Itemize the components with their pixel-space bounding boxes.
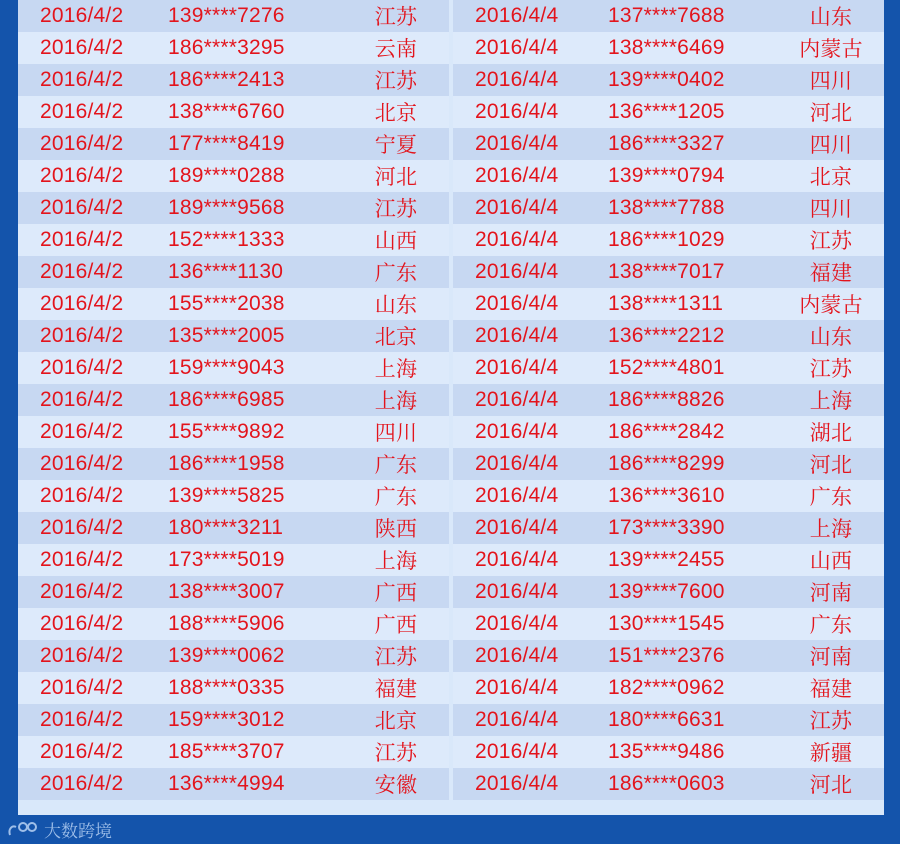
- record-date: 2016/4/4: [475, 708, 559, 731]
- record-phone: 136****1205: [608, 100, 725, 123]
- record-date: 2016/4/4: [475, 260, 559, 283]
- record-phone: 186****3327: [608, 132, 725, 155]
- record-date: 2016/4/2: [40, 164, 124, 187]
- record-date: 2016/4/4: [475, 772, 559, 795]
- record-phone: 186****0603: [608, 772, 725, 795]
- records-column-left: [18, 0, 449, 815]
- table-row: [18, 672, 449, 704]
- record-phone: 177****8419: [168, 132, 285, 155]
- table-row: [453, 544, 884, 576]
- record-date: 2016/4/4: [475, 740, 559, 763]
- record-date: 2016/4/2: [40, 36, 124, 59]
- record-date: 2016/4/4: [475, 324, 559, 347]
- record-province: 江苏: [374, 646, 418, 669]
- record-phone: 155****9892: [168, 420, 285, 443]
- record-province: 内蒙古: [799, 38, 863, 61]
- record-phone: 137****7688: [608, 4, 725, 27]
- record-date: 2016/4/2: [40, 324, 124, 347]
- record-province: 山东: [809, 326, 853, 349]
- record-province: 安徽: [374, 774, 418, 797]
- record-province: 福建: [809, 678, 853, 701]
- record-province: 北京: [374, 102, 418, 125]
- record-date: 2016/4/4: [475, 548, 559, 571]
- record-phone: 189****9568: [168, 196, 285, 219]
- record-phone: 151****2376: [608, 644, 725, 667]
- table-row: [453, 608, 884, 640]
- record-date: 2016/4/2: [40, 420, 124, 443]
- record-province: 山西: [809, 550, 853, 573]
- record-phone: 180****3211: [168, 516, 284, 539]
- record-province: 河北: [809, 102, 853, 125]
- record-date: 2016/4/2: [40, 228, 124, 251]
- record-phone: 138****3007: [168, 580, 285, 603]
- record-date: 2016/4/2: [40, 740, 124, 763]
- record-phone: 139****7276: [168, 4, 285, 27]
- record-date: 2016/4/2: [40, 516, 124, 539]
- record-phone: 136****1130: [168, 260, 284, 283]
- record-province: 内蒙古: [799, 294, 863, 317]
- record-phone: 135****2005: [168, 324, 285, 347]
- record-phone: 186****1958: [168, 452, 285, 475]
- table-row: [453, 128, 884, 160]
- table-row: [453, 640, 884, 672]
- record-date: 2016/4/4: [475, 36, 559, 59]
- table-row: [453, 32, 884, 64]
- record-date: 2016/4/2: [40, 100, 124, 123]
- table-row: [453, 0, 884, 32]
- table-row: [18, 416, 449, 448]
- record-phone: 155****2038: [168, 292, 285, 315]
- record-province: 四川: [809, 70, 853, 93]
- record-province: 四川: [374, 422, 418, 445]
- record-province: 广西: [374, 582, 418, 605]
- record-date: 2016/4/2: [40, 452, 124, 475]
- record-province: 湖北: [809, 422, 853, 445]
- record-date: 2016/4/4: [475, 452, 559, 475]
- record-province: 广东: [809, 486, 853, 509]
- record-date: 2016/4/4: [475, 516, 559, 539]
- table-row: [18, 32, 449, 64]
- table-row: [18, 320, 449, 352]
- record-date: 2016/4/2: [40, 356, 124, 379]
- record-phone: 173****5019: [168, 548, 285, 571]
- table-row: [453, 512, 884, 544]
- table-row: [453, 480, 884, 512]
- record-province: 北京: [809, 166, 853, 189]
- record-province: 四川: [809, 134, 853, 157]
- table-row: [18, 64, 449, 96]
- table-row: [18, 480, 449, 512]
- table-row: [453, 96, 884, 128]
- record-date: 2016/4/4: [475, 68, 559, 91]
- record-date: 2016/4/4: [475, 164, 559, 187]
- record-province: 北京: [374, 326, 418, 349]
- record-province: 福建: [374, 678, 418, 701]
- record-province: 江苏: [374, 198, 418, 221]
- record-date: 2016/4/4: [475, 356, 559, 379]
- record-province: 广西: [374, 614, 418, 637]
- record-province: 上海: [809, 390, 853, 413]
- table-row: [18, 128, 449, 160]
- table-row: [18, 224, 449, 256]
- record-date: 2016/4/4: [475, 196, 559, 219]
- record-phone: 138****7017: [608, 260, 725, 283]
- table-row: [453, 704, 884, 736]
- table-row: [18, 448, 449, 480]
- record-province: 陕西: [374, 518, 418, 541]
- record-province: 河南: [809, 646, 853, 669]
- record-phone: 186****6985: [168, 388, 285, 411]
- record-date: 2016/4/2: [40, 68, 124, 91]
- table-row: [18, 96, 449, 128]
- record-province: 北京: [374, 710, 418, 733]
- record-province: 河北: [809, 454, 853, 477]
- record-date: 2016/4/4: [475, 420, 559, 443]
- table-row: [18, 352, 449, 384]
- record-phone: 135****9486: [608, 740, 725, 763]
- record-province: 江苏: [374, 6, 418, 29]
- table-row: [18, 576, 449, 608]
- record-phone: 136****2212: [608, 324, 725, 347]
- record-date: 2016/4/2: [40, 260, 124, 283]
- record-phone: 139****0794: [608, 164, 725, 187]
- record-date: 2016/4/4: [475, 4, 559, 27]
- record-phone: 186****3295: [168, 36, 285, 59]
- record-date: 2016/4/4: [475, 612, 559, 635]
- record-date: 2016/4/4: [475, 228, 559, 251]
- record-phone: 139****2455: [608, 548, 725, 571]
- record-phone: 139****7600: [608, 580, 725, 603]
- table-row: [453, 288, 884, 320]
- record-date: 2016/4/2: [40, 4, 124, 27]
- record-date: 2016/4/2: [40, 132, 124, 155]
- record-province: 宁夏: [374, 134, 418, 157]
- record-phone: 138****1311: [608, 292, 724, 315]
- record-phone: 173****3390: [608, 516, 725, 539]
- record-province: 四川: [809, 198, 853, 221]
- brand-logo-icon: [6, 819, 40, 841]
- record-phone: 182****0962: [608, 676, 725, 699]
- record-date: 2016/4/4: [475, 644, 559, 667]
- record-phone: 138****6760: [168, 100, 285, 123]
- records-table: [18, 0, 884, 815]
- table-row: [18, 512, 449, 544]
- record-province: 广东: [374, 454, 418, 477]
- record-date: 2016/4/4: [475, 100, 559, 123]
- record-province: 江苏: [809, 358, 853, 381]
- brand-name: 大数跨境: [44, 822, 112, 841]
- watermark: [6, 815, 112, 844]
- record-date: 2016/4/4: [475, 676, 559, 699]
- record-phone: 186****8826: [608, 388, 725, 411]
- table-row: [18, 768, 449, 800]
- table-row: [453, 416, 884, 448]
- record-phone: 188****5906: [168, 612, 285, 635]
- record-phone: 130****1545: [608, 612, 725, 635]
- record-province: 山西: [374, 230, 418, 253]
- record-province: 上海: [374, 358, 418, 381]
- record-date: 2016/4/4: [475, 580, 559, 603]
- record-date: 2016/4/2: [40, 484, 124, 507]
- record-province: 云南: [374, 38, 418, 61]
- record-phone: 185****3707: [168, 740, 285, 763]
- table-row: [18, 544, 449, 576]
- record-province: 江苏: [374, 70, 418, 93]
- record-phone: 136****3610: [608, 484, 725, 507]
- table-row: [453, 352, 884, 384]
- table-row: [18, 640, 449, 672]
- table-row: [453, 64, 884, 96]
- record-phone: 139****0062: [168, 644, 285, 667]
- record-date: 2016/4/4: [475, 388, 559, 411]
- table-row: [18, 160, 449, 192]
- record-phone: 139****5825: [168, 484, 285, 507]
- record-province: 新疆: [809, 742, 853, 765]
- table-row: [453, 448, 884, 480]
- table-row: [453, 768, 884, 800]
- record-phone: 136****4994: [168, 772, 285, 795]
- record-date: 2016/4/2: [40, 708, 124, 731]
- table-row: [453, 256, 884, 288]
- table-row: [453, 576, 884, 608]
- record-province: 广东: [809, 614, 853, 637]
- record-province: 河北: [374, 166, 418, 189]
- table-row: [18, 608, 449, 640]
- record-phone: 186****2413: [168, 68, 285, 91]
- record-province: 上海: [374, 390, 418, 413]
- table-row: [453, 672, 884, 704]
- table-row: [18, 736, 449, 768]
- record-province: 江苏: [374, 742, 418, 765]
- record-phone: 186****8299: [608, 452, 725, 475]
- record-date: 2016/4/4: [475, 292, 559, 315]
- record-phone: 138****6469: [608, 36, 725, 59]
- record-province: 河北: [809, 774, 853, 797]
- record-province: 上海: [374, 550, 418, 573]
- table-row: [453, 224, 884, 256]
- record-province: 山东: [809, 6, 853, 29]
- record-province: 上海: [809, 518, 853, 541]
- record-date: 2016/4/2: [40, 676, 124, 699]
- record-province: 山东: [374, 294, 418, 317]
- record-province: 广东: [374, 262, 418, 285]
- table-row: [18, 0, 449, 32]
- record-date: 2016/4/4: [475, 484, 559, 507]
- record-date: 2016/4/2: [40, 548, 124, 571]
- record-date: 2016/4/2: [40, 196, 124, 219]
- record-phone: 186****2842: [608, 420, 725, 443]
- table-row: [453, 192, 884, 224]
- record-date: 2016/4/2: [40, 644, 124, 667]
- record-province: 江苏: [809, 710, 853, 733]
- record-phone: 186****1029: [608, 228, 725, 251]
- record-date: 2016/4/2: [40, 580, 124, 603]
- record-province: 河南: [809, 582, 853, 605]
- records-column-right: [453, 0, 884, 815]
- record-date: 2016/4/2: [40, 292, 124, 315]
- record-date: 2016/4/4: [475, 132, 559, 155]
- table-row: [453, 384, 884, 416]
- table-row: [18, 288, 449, 320]
- table-row: [18, 704, 449, 736]
- table-row: [453, 736, 884, 768]
- table-row: [453, 160, 884, 192]
- record-phone: 152****4801: [608, 356, 725, 379]
- record-phone: 159****9043: [168, 356, 285, 379]
- record-phone: 180****6631: [608, 708, 725, 731]
- record-phone: 188****0335: [168, 676, 285, 699]
- table-row: [18, 384, 449, 416]
- record-province: 江苏: [809, 230, 853, 253]
- table-row: [18, 256, 449, 288]
- record-phone: 189****0288: [168, 164, 285, 187]
- record-date: 2016/4/2: [40, 612, 124, 635]
- table-row: [18, 192, 449, 224]
- table-row: [453, 320, 884, 352]
- record-phone: 139****0402: [608, 68, 725, 91]
- record-phone: 159****3012: [168, 708, 285, 731]
- record-phone: 152****1333: [168, 228, 285, 251]
- record-date: 2016/4/2: [40, 772, 124, 795]
- record-date: 2016/4/2: [40, 388, 124, 411]
- record-phone: 138****7788: [608, 196, 725, 219]
- record-province: 广东: [374, 486, 418, 509]
- record-province: 福建: [809, 262, 853, 285]
